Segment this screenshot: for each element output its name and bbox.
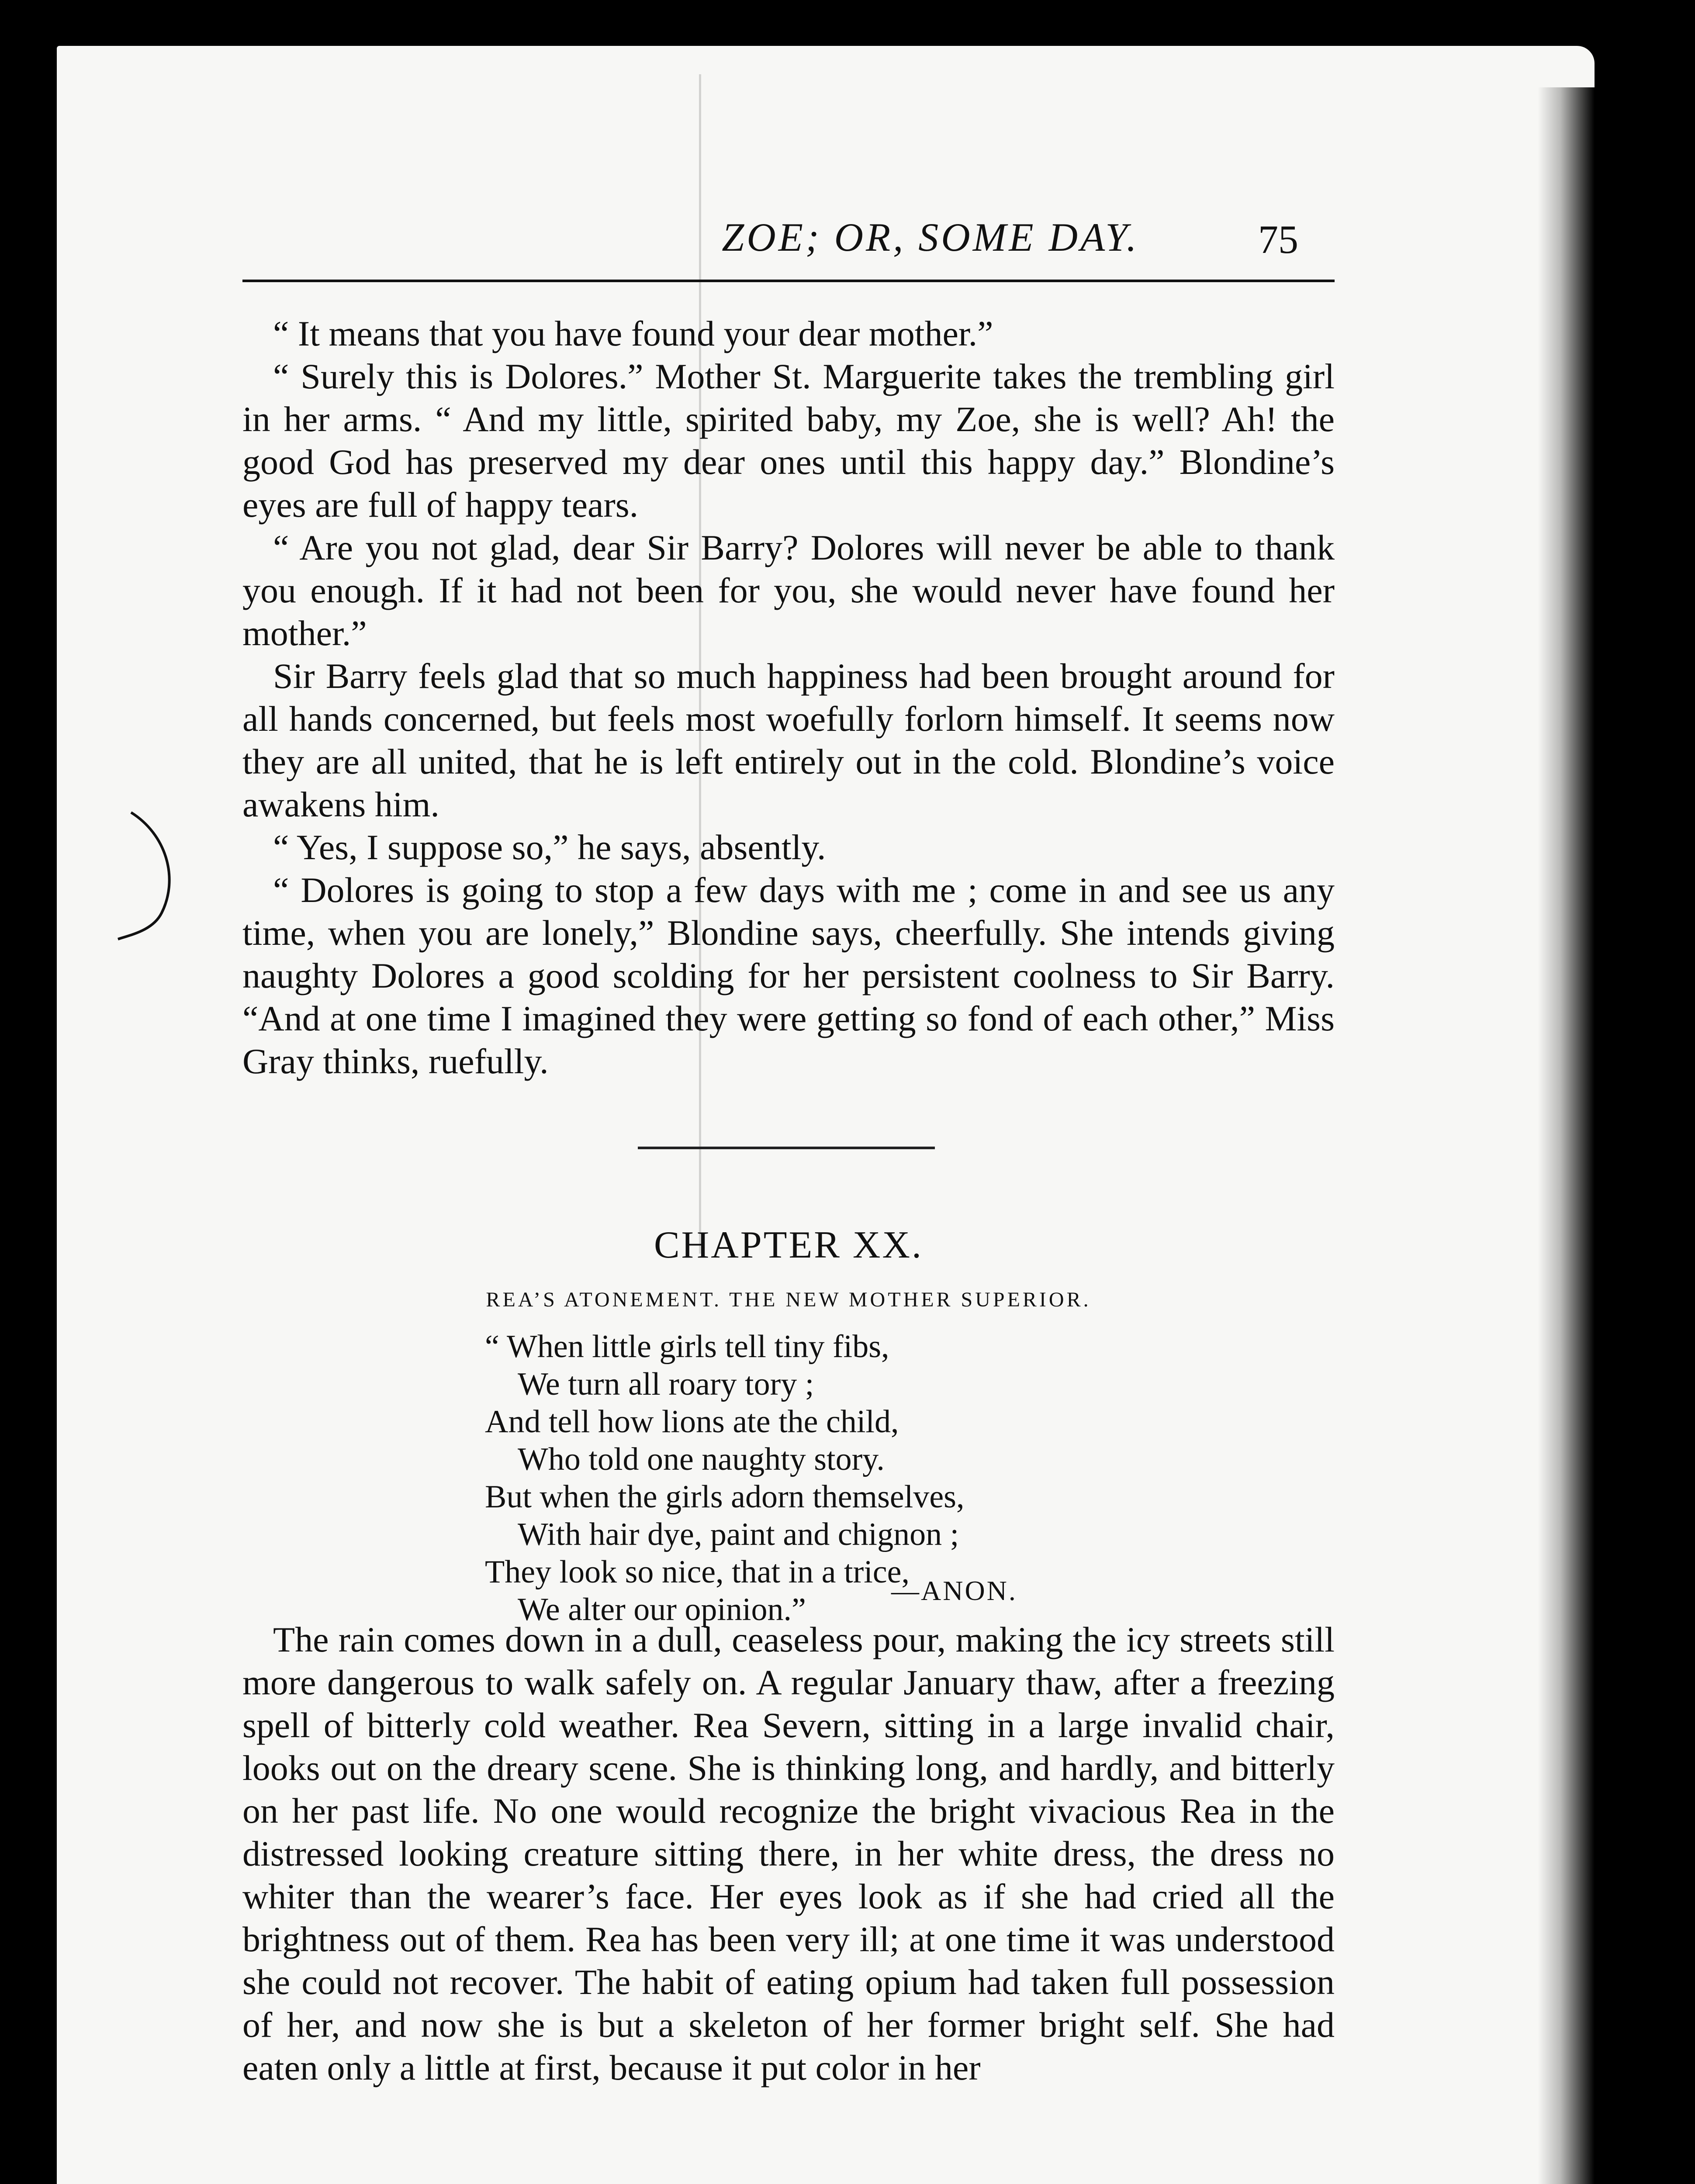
text-block-bottom <box>242 1618 1335 2089</box>
poem-line: They look so nice, that in a trice, <box>485 1554 910 1590</box>
paragraph: “ Are you not glad, dear Sir Barry? Dolores will never be able to thank you enough. If it had not been for you, she would never have found her mother.” <box>242 528 1335 653</box>
text-block-top <box>242 312 1335 1083</box>
scan-border-left <box>26 44 57 2184</box>
paragraph: “ Surely this is Dolores.” Mother St. Marguerite takes the trembling girl in her arms. “ And my little, spirited baby, my Zoe, she is well? Ah! the good God has preserved my dear ones until this happy day.” Blondine’s eyes are full of happy tears. <box>242 356 1335 525</box>
paragraph: The rain comes down in a dull, ceaseless pour, making the icy streets still more dangerous to walk safely on. A regular January thaw, after a freezing spell of bitterly cold weather. Rea Severn, sitting in a large invalid chair, looks out on the dreary scene. She is thinking long, and hardly, and bitterly on her past life. No one would recognize the bright vivacious Rea in the distressed looking creature sitting there, in her white dress, the dress no whiter than the wearer’s face. Her eyes look as if she had cried all the brightness out of them. Rea has been very ill; at one time it was understood she could not recover. The habit of eating opium had taken full possession of her, and now she is but a skeleton of her former bright self. She had eaten only a little at first, because it put color in her <box>242 1620 1335 2087</box>
poem-line: And tell how lions ate the child, <box>485 1404 899 1440</box>
paragraph: “ Yes, I suppose so,” he says, absently. <box>273 827 826 867</box>
poem-line: We turn all roary tory ; <box>518 1366 814 1402</box>
chapter-subtitle: REA’S ATONEMENT. THE NEW MOTHER SUPERIOR. <box>486 1288 1091 1311</box>
page-number: 75 <box>1258 217 1298 262</box>
paragraph: “ Dolores is going to stop a few days with me ; come in and see us any time, when you are lonely,” Blondine says, cheerfully. She intends giving naughty Dolores a good scolding for her persistent coolness to Sir Barry. “And at one time I imagined they were getting so fond of each other,” Miss Gray thinks, ruefully. <box>242 870 1335 1081</box>
handwritten-bracket-mark <box>114 808 192 948</box>
scan-border-right <box>1538 87 1595 2184</box>
poem-line: “ When little girls tell tiny fibs, <box>485 1329 889 1365</box>
running-title: ZOE; OR, SOME DAY. <box>722 215 1139 259</box>
paragraph: “ It means that you have found your dear mother.” <box>273 314 993 353</box>
poem-attribution: —ANON. <box>891 1575 1017 1606</box>
chapter-title: CHAPTER XX. <box>654 1224 924 1266</box>
header-rule <box>242 280 1335 282</box>
poem-line: We alter our opinion.” <box>518 1592 806 1628</box>
poem-line: Who told one naughty story. <box>518 1441 885 1477</box>
section-separator <box>638 1147 935 1149</box>
poem-line: But when the girls adorn themselves, <box>485 1479 965 1515</box>
poem-line: With hair dye, paint and chignon ; <box>518 1517 959 1552</box>
paragraph: Sir Barry feels glad that so much happiness had been brought around for all hands concerned, but feels most woefully forlorn himself. It seems now they are all united, that he is left entirely out in the cold. Blondine’s voice awakens him. <box>242 656 1335 824</box>
